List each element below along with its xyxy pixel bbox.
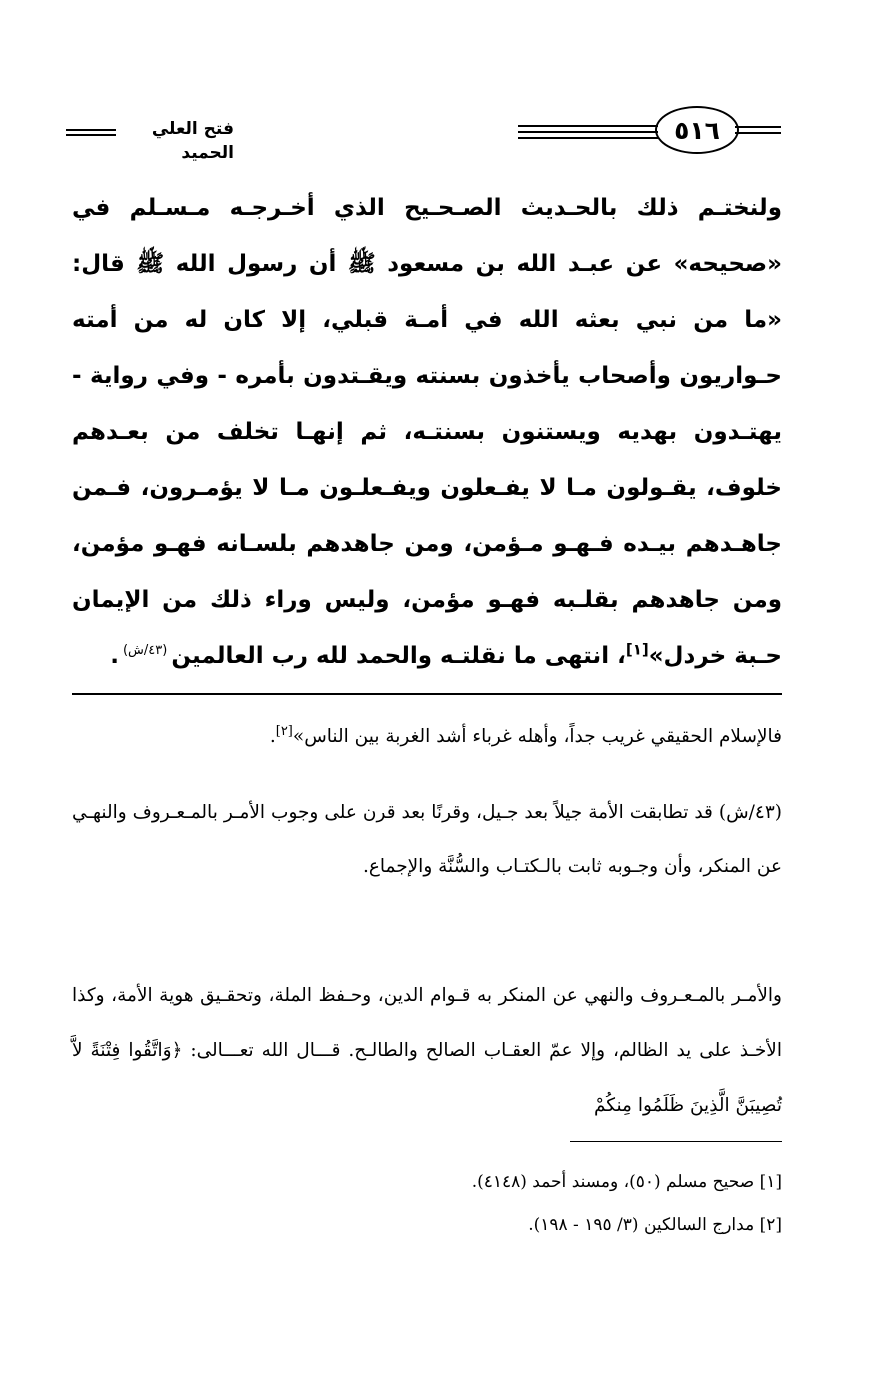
header-rule	[518, 131, 658, 133]
main-text: ولنختـم ذلك بالحـديث الصـحـيح الذي أخـرجـه مـسـلم في «صحيحه» عن عبـد الله بن مسعود ﷺ أن رسول الله ﷺ قال: «ما من نبي بعثه الله في أمـة قبلي، إلا كان له من أمته حـواريون وأصحاب يأخذون بسنته ويقـتدون بأمره - وفي رواية - يهتـدون بهديه ويستنون بسنتـه، ثم إنهـا تخلف من بعـدهم خلوف، يقـولون مـا لا يفـعلون ويفـعلـون مـا لا يؤمـرون، فـمن جاهـدهم بيـده فـهـو مـؤمن، ومن جاهدهم بلسـانه فهـو مؤمن، ومن جاهدهم بقلـبه فهـو مؤمن، وليس وراء ذلك من الإيمان حـبة خردل»	[72, 195, 782, 669]
main-text-end: ، انتهى ما نقلتـه والحمد لله رب العالمين	[171, 643, 626, 669]
running-header-title: فتح العلي الحميد	[151, 119, 234, 163]
main-paragraph	[72, 180, 782, 684]
commentary-end: .	[269, 726, 276, 747]
footnote: [١] صحيح مسلم (٥٠)، ومسند أحمد (٤١٤٨).	[471, 1172, 782, 1192]
footnote: [٢] مدارج السالكين (٣/ ١٩٥ - ١٩٨).	[528, 1215, 782, 1235]
page-number: ٥١٦	[655, 106, 739, 154]
header-rule	[518, 125, 658, 127]
commentary-paragraph: (٤٣/ش) قد تطابقت الأمة جيلاً بعد جـيل، وقرنًا بعد قرن على وجوب الأمـر بالمـعـروف والنهـي عن المنكر، وأن وجـوبه ثابت بالـكتـاب والسُّنَّة والإجماع.	[72, 802, 782, 877]
commentary-text: فالإسلام الحقيقي غريب جداً، وأهله غرباء أشد الغربة بين الناس»	[292, 726, 782, 747]
header-rule	[735, 132, 781, 134]
footnote-ref: [٢]	[275, 723, 293, 739]
header-rule	[66, 134, 116, 136]
commentary-paragraph	[72, 719, 782, 755]
header-rule	[66, 129, 116, 131]
section-marker: (٤٣/ش)	[122, 643, 168, 659]
footnote-rule	[570, 1141, 782, 1142]
section-divider	[72, 693, 782, 695]
header-rule	[735, 126, 781, 128]
header-rule	[518, 137, 658, 139]
commentary-paragraph: والأمـر بالمـعـروف والنهي عن المنكر به قـوام الدين، وحـفظ الملة، وتحقـيق هوية الأمة، وكذا الأخـذ على يد الظالم، وإلا عمّ العقـاب الصالح والطالـح. قـــال الله تعـــالى: ﴿وَاتَّقُوا فِتْنَةً لاَّ تُصِيبَنَّ الَّذِينَ ظَلَمُوا مِنكُمْ	[72, 985, 782, 1116]
end-dot: .	[110, 643, 119, 669]
footnote-ref: [١]	[625, 640, 649, 659]
